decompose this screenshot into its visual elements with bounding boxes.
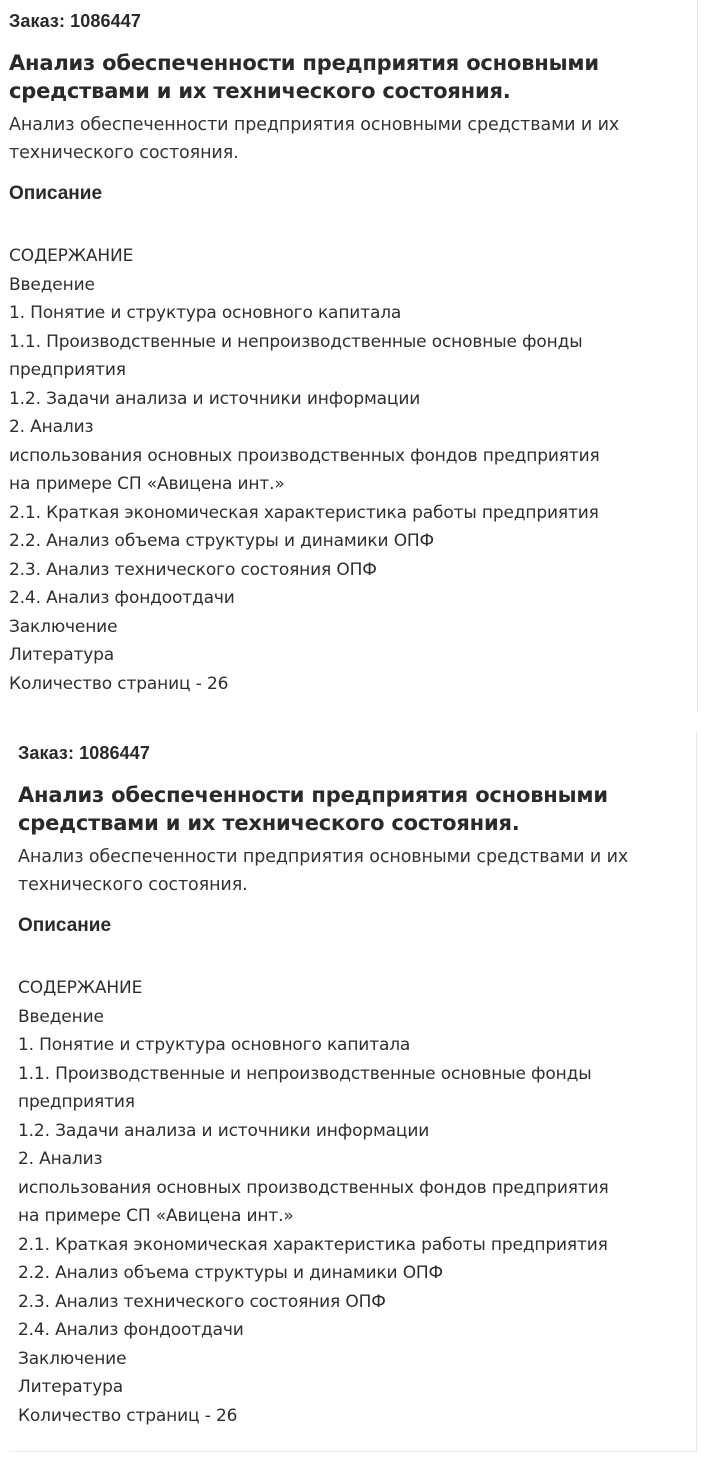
order-card-1 [0, 0, 698, 712]
order-card-2 [9, 732, 697, 1452]
toc-line: использования основных производственных фондов предприятия [18, 1177, 609, 1198]
work-title: Анализ обеспеченности предприятия основными средствами и их технического состояния. [9, 51, 599, 103]
toc-line: СОДЕРЖАНИЕ [9, 246, 134, 266]
toc-line: предприятия [9, 360, 126, 380]
description-heading: Описание [9, 183, 103, 204]
toc-line: 2.2. Анализ объема структуры и динамики ОПФ [9, 531, 435, 551]
toc-line: 2.4. Анализ фондоотдачи [9, 588, 235, 608]
order-number: Заказ: 1086447 [18, 743, 150, 763]
toc-line: Количество страниц - 26 [18, 1405, 238, 1426]
toc-line: 1.2. Задачи анализа и источники информации [18, 1120, 430, 1141]
description-heading: Описание [18, 915, 112, 936]
toc-line: на примере СП «Авицена инт.» [9, 474, 285, 494]
toc-line: 1.2. Задачи анализа и источники информации [9, 388, 421, 409]
toc-line: Заключение [18, 1348, 127, 1369]
toc-line: Введение [18, 1006, 104, 1027]
work-subtitle: Анализ обеспеченности предприятия основными средствами и их технического состояния. [9, 115, 620, 163]
table-of-contents [9, 242, 697, 698]
work-title: Анализ обеспеченности предприятия основными средствами и их технического состояния. [18, 783, 608, 835]
toc-line: Литература [18, 1377, 124, 1397]
toc-line: 2. Анализ [9, 417, 94, 437]
toc-line: Введение [9, 274, 95, 295]
toc-line: 2.2. Анализ объема структуры и динамики ОПФ [18, 1263, 444, 1283]
toc-line: использования основных производственных фондов предприятия [9, 445, 600, 466]
toc-line: на примере СП «Авицена инт.» [18, 1206, 294, 1226]
toc-line: Заключение [9, 616, 118, 637]
toc-line: 2.3. Анализ технического состояния ОПФ [9, 559, 377, 580]
toc-line: Количество страниц - 26 [9, 673, 229, 694]
toc-line: СОДЕРЖАНИЕ [18, 978, 143, 998]
toc-line: 1.1. Производственные и непроизводственные основные фонды [18, 1063, 592, 1084]
toc-line: 2.1. Краткая экономическая характеристика работы предприятия [18, 1234, 608, 1255]
table-of-contents [18, 974, 696, 1430]
toc-line: предприятия [18, 1092, 135, 1112]
toc-line: 1. Понятие и структура основного капитала [9, 303, 402, 323]
toc-line: 2.3. Анализ технического состояния ОПФ [18, 1291, 386, 1312]
toc-line: 2.4. Анализ фондоотдачи [18, 1320, 244, 1340]
toc-line: Литература [9, 645, 115, 665]
work-subtitle: Анализ обеспеченности предприятия основными средствами и их технического состояния. [18, 847, 629, 895]
order-number: Заказ: 1086447 [9, 11, 141, 31]
toc-line: 1. Понятие и структура основного капитала [18, 1035, 411, 1055]
toc-line: 2.1. Краткая экономическая характеристика работы предприятия [9, 502, 599, 523]
toc-line: 2. Анализ [18, 1149, 103, 1169]
toc-line: 1.1. Производственные и непроизводственные основные фонды [9, 331, 583, 352]
